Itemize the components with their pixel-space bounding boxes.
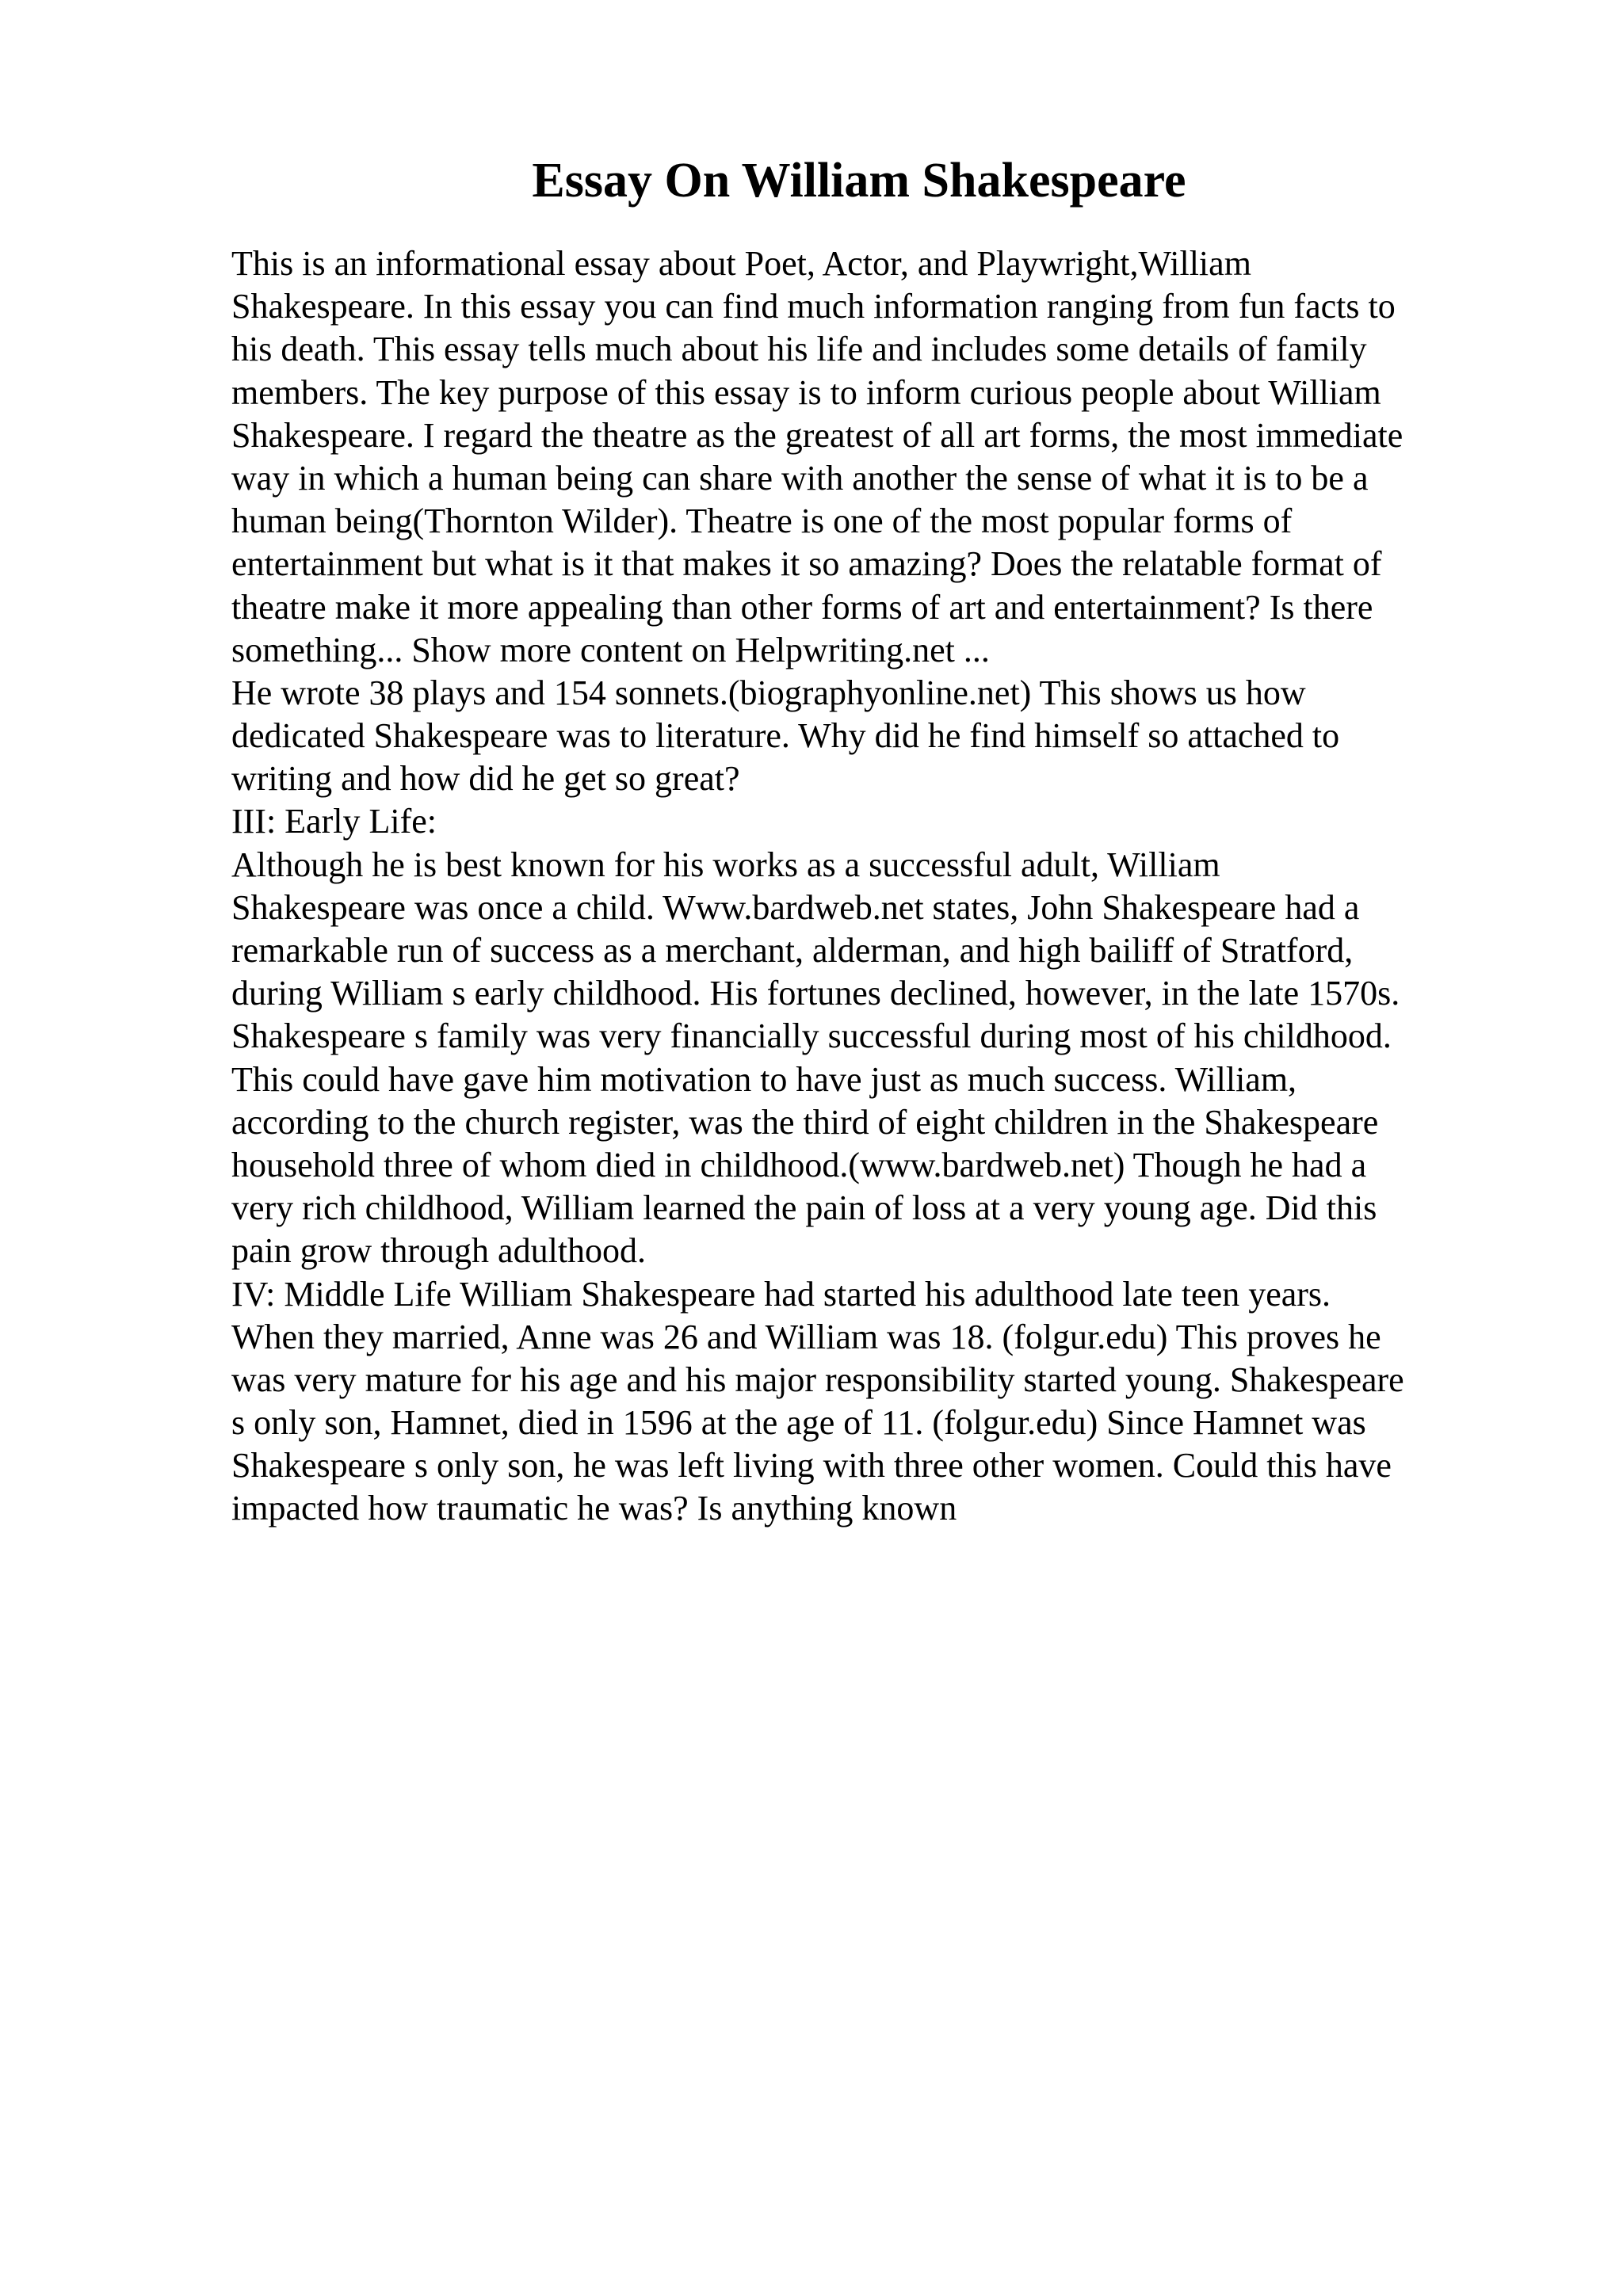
essay-line: Although he is best known for his works as a successful adult, William	[231, 845, 1220, 884]
essay-line: dedicated Shakespeare was to literature. Why did he find himself so attached to	[231, 716, 1340, 756]
essay-line: This is an informational essay about Poet, Actor, and Playwright,William	[231, 244, 1251, 283]
essay-line: human being(Thornton Wilder). Theatre is one of the most popular forms of	[231, 502, 1293, 541]
essay-line: was very mature for his age and his major responsibility started young. Shakespeare	[231, 1360, 1404, 1399]
essay-line: members. The key purpose of this essay is to inform curious people about William	[231, 372, 1381, 412]
essay-line: very rich childhood, William learned the pain of loss at a very young age. Did this	[231, 1188, 1377, 1228]
essay-line: during William s early childhood. His fortunes declined, however, in the late 1570s.	[231, 974, 1400, 1013]
essay-line: Shakespeare s family was very financially successful during most of his childhood.	[231, 1016, 1392, 1056]
essay-line: something... Show more content on Helpwriting.net ...	[231, 630, 990, 669]
essay-line: household three of whom died in childhood.(www.bardweb.net) Though he had a	[231, 1145, 1367, 1184]
essay-line: When they married, Anne was 26 and William was 18. (folgur.edu) This proves he	[231, 1317, 1381, 1356]
essay-line: entertainment but what is it that makes it so amazing? Does the relatable format of	[231, 544, 1382, 584]
essay-line: writing and how did he get so great?	[231, 759, 740, 799]
essay-line: according to the church register, was the third of eight children in the Shakespeare	[231, 1102, 1379, 1142]
essay-line: III: Early Life:	[231, 802, 437, 841]
essay-line: This could have gave him motivation to have just as much success. William,	[231, 1059, 1297, 1099]
essay-body	[231, 242, 1491, 1531]
essay-line: Shakespeare. I regard the theatre as the greatest of all art forms, the most immediate	[231, 415, 1403, 455]
essay-line: Shakespeare. In this essay you can find much information ranging from fun facts to	[231, 287, 1396, 326]
essay-line: He wrote 38 plays and 154 sonnets.(biographyonline.net) This shows us how	[231, 673, 1306, 712]
document-title: Essay On William Shakespeare	[532, 154, 1186, 208]
essay-line: way in which a human being can share with another the sense of what it is to be a	[231, 458, 1369, 498]
essay-line: IV: Middle Life William Shakespeare had started his adulthood late teen years.	[231, 1274, 1331, 1314]
essay-line: remarkable run of success as a merchant, alderman, and high bailiff of Stratford,	[231, 931, 1354, 970]
essay-line: theatre make it more appealing than other forms of art and entertainment? Is there	[231, 587, 1373, 627]
essay-line: impacted how traumatic he was? Is anything known	[231, 1489, 957, 1528]
essay-line: Shakespeare s only son, he was left living with three other women. Could this have	[231, 1446, 1392, 1486]
essay-line: his death. This essay tells much about his life and includes some details of family	[231, 330, 1367, 369]
essay-line: Shakespeare was once a child. Www.bardweb.net states, John Shakespeare had a	[231, 887, 1360, 927]
essay-line: pain grow through adulthood.	[231, 1231, 647, 1271]
essay-line: s only son, Hamnet, died in 1596 at the age of 11. (folgur.edu) Since Hamnet was	[231, 1403, 1366, 1443]
